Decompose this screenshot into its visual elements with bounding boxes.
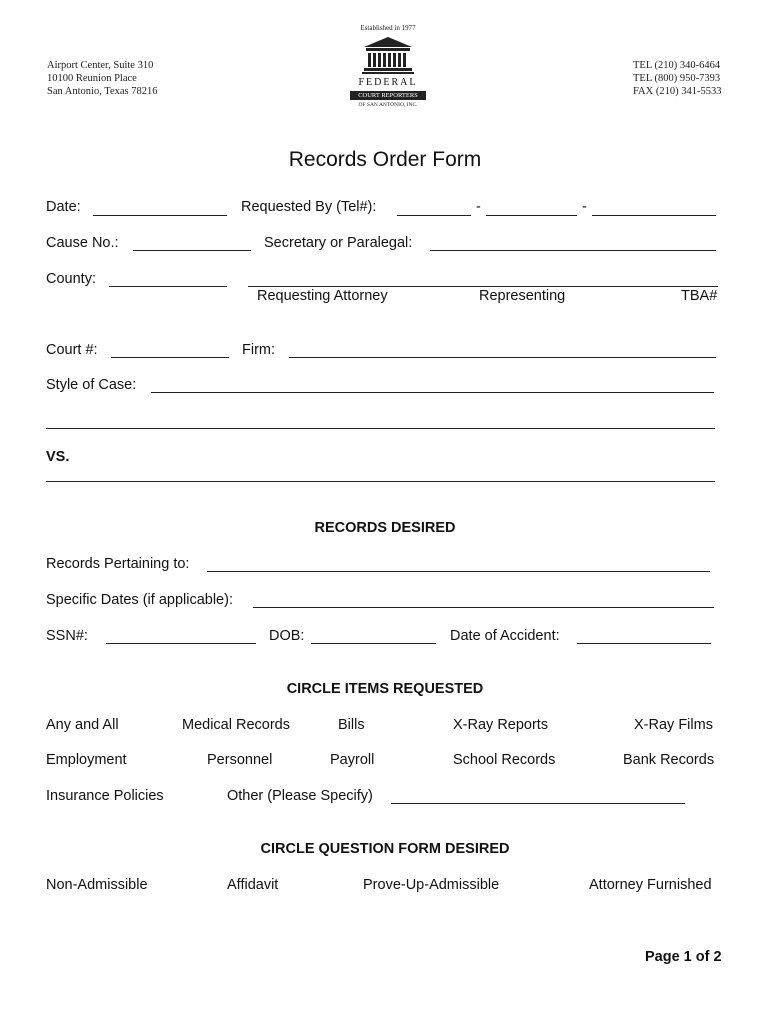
- item-payroll[interactable]: Payroll: [330, 752, 375, 768]
- item-school-records[interactable]: School Records: [453, 752, 556, 768]
- item-medical-records[interactable]: Medical Records: [182, 717, 290, 733]
- representing-caption: Representing: [479, 288, 566, 304]
- date-of-accident-label: Date of Accident:: [450, 628, 560, 644]
- date-of-accident-field[interactable]: [577, 643, 711, 644]
- item-x-ray-reports[interactable]: X-Ray Reports: [453, 717, 549, 733]
- secretary-label: Secretary or Paralegal:: [264, 235, 413, 251]
- fax-line: FAX (210) 341-5533: [633, 86, 722, 97]
- county-field[interactable]: [109, 286, 227, 287]
- requesting-attorney-caption: Requesting Attorney: [257, 288, 388, 304]
- specific-dates-label: Specific Dates (if applicable):: [46, 592, 233, 608]
- option-affidavit[interactable]: Affidavit: [227, 877, 279, 893]
- option-non-admissible[interactable]: Non-Admissible: [46, 877, 148, 893]
- style-of-case-label: Style of Case:: [46, 377, 137, 393]
- attorney-field[interactable]: [248, 286, 718, 287]
- records-desired-heading: RECORDS DESIRED: [314, 520, 456, 536]
- vs-field[interactable]: [46, 481, 715, 482]
- company-address: [47, 59, 158, 98]
- logo-established: Established in 1977: [360, 24, 416, 32]
- court-label: Court #:: [46, 342, 98, 358]
- phone-line-2: TEL (800) 950-7393: [633, 73, 721, 84]
- item-bank-records[interactable]: Bank Records: [623, 752, 715, 768]
- other-specify-field[interactable]: [391, 803, 685, 804]
- page-title: Records Order Form: [288, 148, 482, 171]
- dob-label: DOB:: [269, 628, 305, 644]
- secretary-field[interactable]: [430, 250, 716, 251]
- dob-field[interactable]: [311, 643, 436, 644]
- question-form-heading: CIRCLE QUESTION FORM DESIRED: [260, 841, 510, 857]
- address-line-3: San Antonio, Texas 78216: [47, 86, 158, 97]
- tel-area-code-field[interactable]: [397, 215, 471, 216]
- records-pertaining-label: Records Pertaining to:: [46, 556, 190, 572]
- logo-band: COURT REPORTERS: [350, 91, 426, 100]
- tel-dash-1: -: [476, 199, 481, 215]
- phone-line-1: TEL (210) 340-6464: [633, 60, 721, 71]
- vs-label: VS.: [46, 449, 70, 465]
- tba-caption: TBA#: [681, 288, 718, 304]
- court-field[interactable]: [111, 357, 229, 358]
- cause-no-label: Cause No.:: [46, 235, 119, 251]
- item-personnel[interactable]: Personnel: [207, 752, 273, 768]
- tel-dash-2: -: [582, 199, 587, 215]
- item-bills[interactable]: Bills: [338, 717, 365, 733]
- ssn-field[interactable]: [106, 643, 256, 644]
- item-employment[interactable]: Employment: [46, 752, 127, 768]
- address-line-1: Airport Center, Suite 310: [47, 60, 154, 71]
- address-line-2: 10100 Reunion Place: [47, 73, 137, 84]
- specific-dates-field[interactable]: [253, 607, 714, 608]
- style-of-case-field-2[interactable]: [46, 428, 715, 429]
- item-insurance-policies[interactable]: Insurance Policies: [46, 788, 164, 804]
- item-any-and-all[interactable]: Any and All: [46, 717, 119, 733]
- courthouse-icon: [360, 35, 416, 75]
- item-other[interactable]: Other (Please Specify): [227, 788, 373, 804]
- cause-no-field[interactable]: [133, 250, 251, 251]
- tel-prefix-field[interactable]: [486, 215, 577, 216]
- firm-label: Firm:: [242, 342, 276, 358]
- logo-sub: OF SAN ANTONIO, INC.: [358, 102, 418, 108]
- date-label: Date:: [46, 199, 81, 215]
- option-attorney-furnished[interactable]: Attorney Furnished: [589, 877, 712, 893]
- records-pertaining-field[interactable]: [207, 571, 710, 572]
- requested-by-label: Requested By (Tel#):: [241, 199, 377, 215]
- item-x-ray-films[interactable]: X-Ray Films: [634, 717, 713, 733]
- date-field[interactable]: [93, 215, 227, 216]
- circle-items-heading: CIRCLE ITEMS REQUESTED: [286, 681, 484, 697]
- county-label: County:: [46, 271, 96, 287]
- company-phones: [633, 59, 721, 98]
- tel-number-field[interactable]: [592, 215, 716, 216]
- logo-name: FEDERAL: [358, 77, 418, 88]
- style-of-case-field[interactable]: [151, 392, 714, 393]
- page-number: Page 1 of 2: [645, 949, 722, 965]
- ssn-label: SSN#:: [46, 628, 88, 644]
- company-logo: [346, 24, 430, 114]
- option-prove-up-admissible[interactable]: Prove-Up-Admissible: [363, 877, 500, 893]
- firm-field[interactable]: [289, 357, 716, 358]
